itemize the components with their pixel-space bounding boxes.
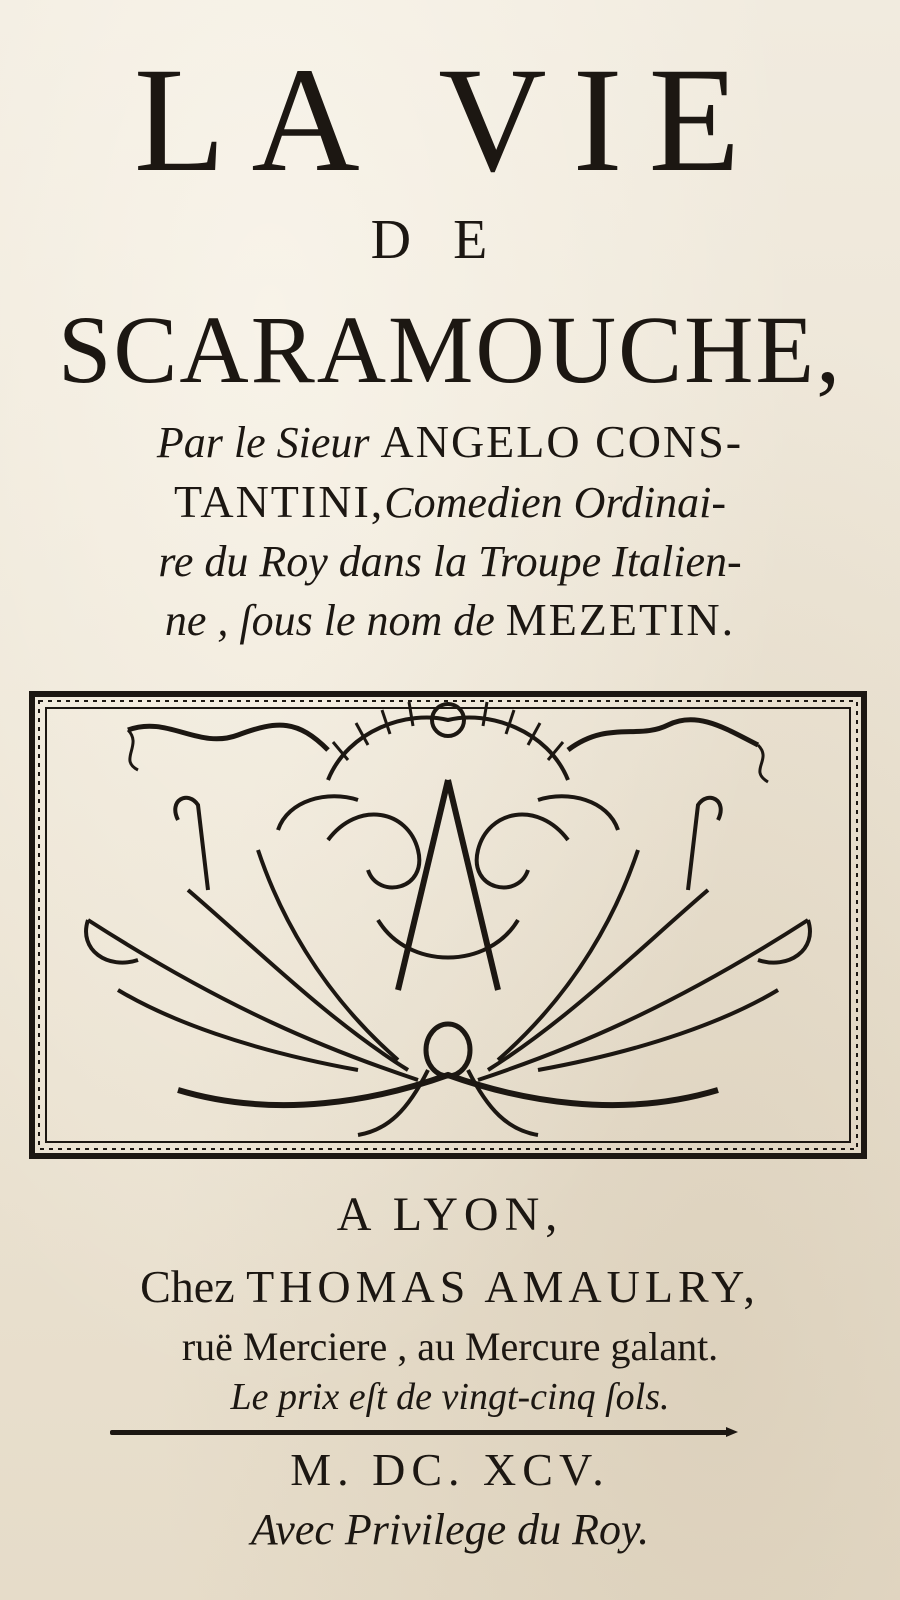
author-line-4 <box>0 590 900 651</box>
author-role: Comedien Ordinai- <box>384 478 727 527</box>
imprint-year: M. DC. XCV. <box>290 1444 610 1495</box>
divider-rule <box>110 1430 730 1435</box>
imprint-city: A LYON, <box>336 1188 564 1241</box>
publisher-prefix: Chez <box>140 1261 235 1312</box>
author-name-part-2: TANTINI, <box>173 476 385 527</box>
title-line-3: SCARAMOUCHE, <box>57 296 843 403</box>
imprint-privilege: Avec Privilege du Roy. <box>250 1505 650 1554</box>
publisher-name: THOMAS AMAULRY, <box>246 1261 760 1312</box>
author-line-2 <box>0 472 900 533</box>
imprint-price: Le prix eſt de vingt-cinq ſols. <box>230 1376 670 1418</box>
author-line-3: re du Roy dans la Troupe Italien- <box>158 537 742 586</box>
imprint-publisher-line <box>0 1257 900 1317</box>
stage-name-prefix: ne , ſous le nom de <box>164 596 495 645</box>
woodcut-vignette-icon <box>28 690 868 1160</box>
title-line-2: DE <box>370 209 530 271</box>
author-name-part-1: ANGELO CONS- <box>380 416 744 467</box>
author-line-1 <box>0 412 900 473</box>
imprint-address: ruë Merciere , au Mercure galant. <box>181 1324 719 1369</box>
title-line-1: LA VIE <box>133 37 767 203</box>
stage-name: MEZETIN. <box>505 594 736 645</box>
author-prefix: Par le Sieur <box>156 418 370 467</box>
